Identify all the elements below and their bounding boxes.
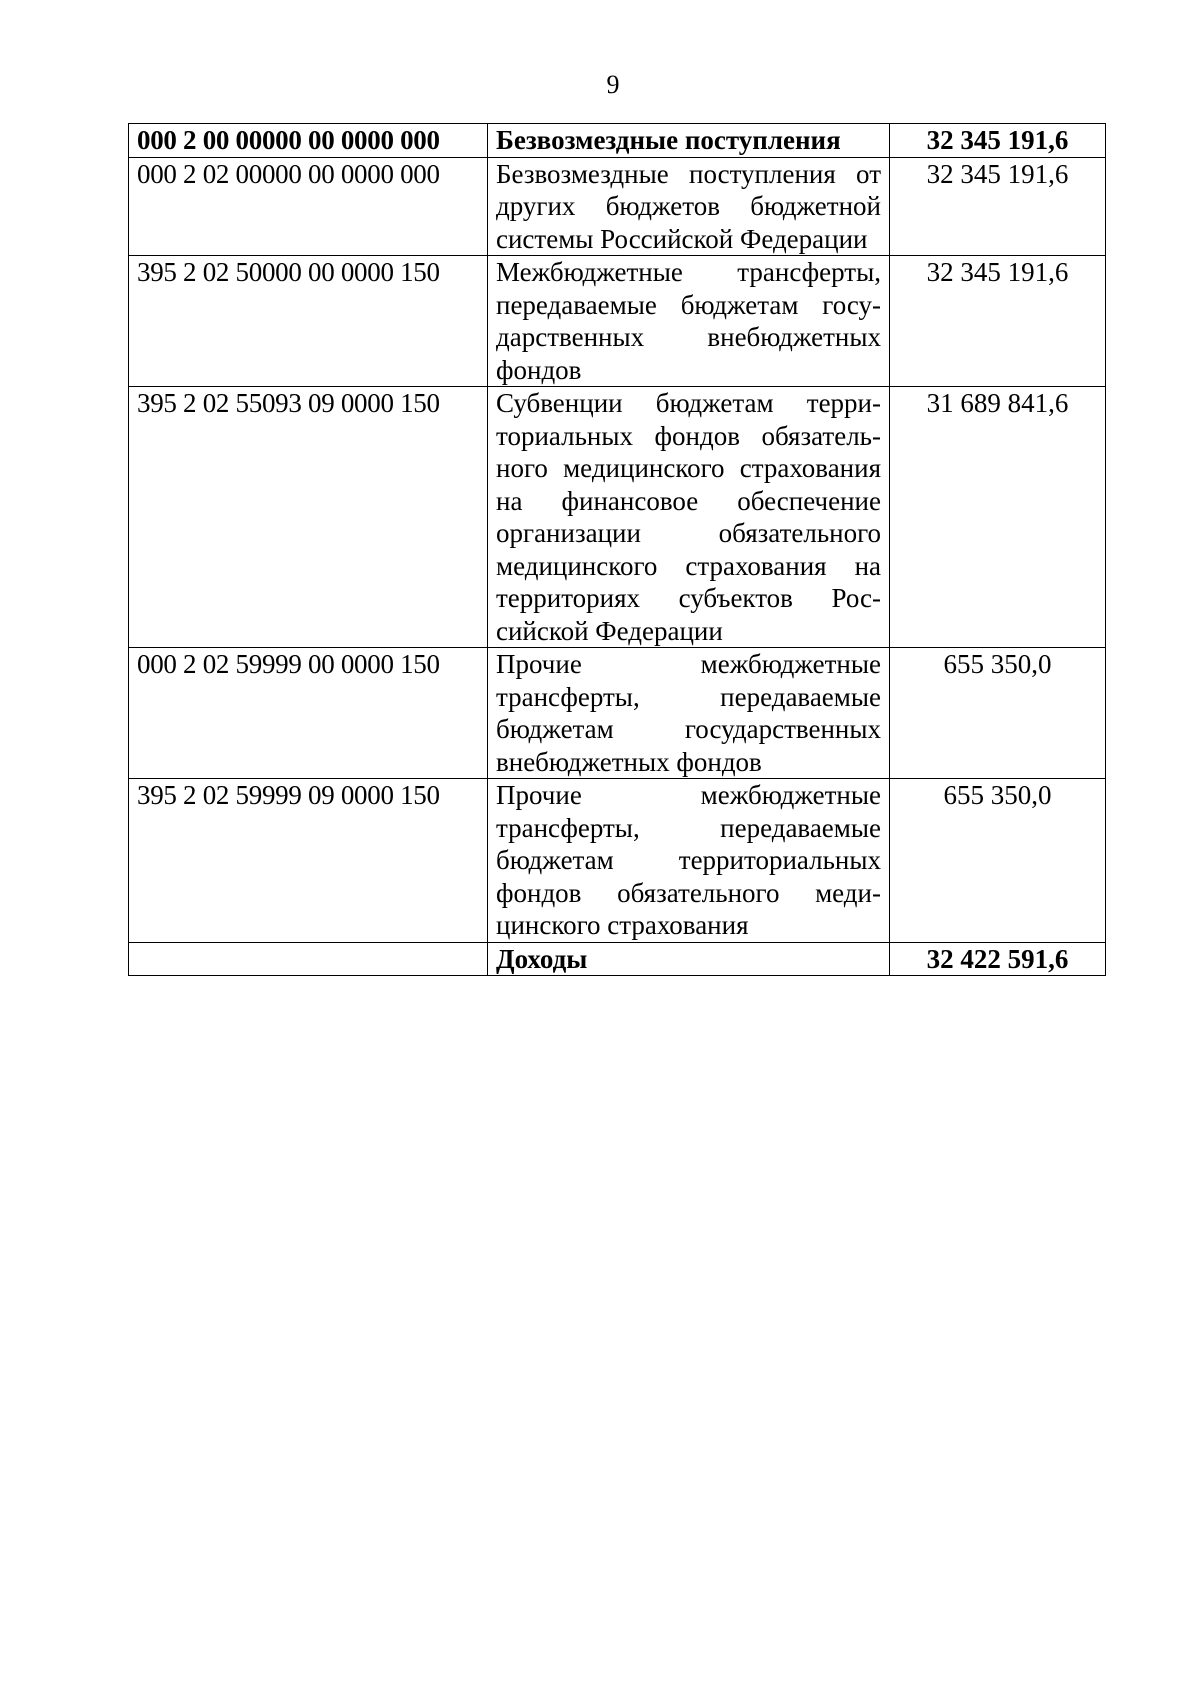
- revenue-table: [128, 123, 1106, 976]
- budget-code-cell: 000 2 00 00000 00 0000 000: [129, 124, 488, 158]
- table-row: [129, 648, 1106, 779]
- budget-code-cell: 000 2 02 59999 00 0000 150: [129, 648, 488, 779]
- table-row: [129, 157, 1106, 256]
- item-name-cell: Прочие межбюджетные трансферты, передаваемые бюджетам территориальных фондов обязательного медицинского страхования: [488, 779, 890, 943]
- table-row-gratuitous-receipts: [129, 124, 1106, 158]
- budget-code-cell: [129, 942, 488, 976]
- amount-cell: 32 345 191,6: [890, 157, 1106, 256]
- item-name-cell: Прочие межбюджетные трансферты, передаваемые бюджетам государственных внебюджетных фондов: [488, 648, 890, 779]
- budget-code-cell: 395 2 02 55093 09 0000 150: [129, 387, 488, 648]
- amount-cell: 32 422 591,6: [890, 942, 1106, 976]
- amount-cell: 32 345 191,6: [890, 256, 1106, 387]
- table-row: [129, 779, 1106, 943]
- budget-code-cell: 395 2 02 50000 00 0000 150: [129, 256, 488, 387]
- item-name-cell: Субвенции бюджетам территориальных фондов обязательного медицинского страхования на финансовое обеспечение организации обязательного медицинского страхования на территориях субъектов Российской Федерации: [488, 387, 890, 648]
- item-name-cell: Межбюджетные трансферты, передаваемые бюджетам государственных внебюджетных фондов: [488, 256, 890, 387]
- budget-code-cell: 000 2 02 00000 00 0000 000: [129, 157, 488, 256]
- amount-cell: 32 345 191,6: [890, 124, 1106, 158]
- amount-cell: 655 350,0: [890, 648, 1106, 779]
- item-name-cell: Безвозмездные поступления: [488, 124, 890, 158]
- budget-code-cell: 395 2 02 59999 09 0000 150: [129, 779, 488, 943]
- amount-cell: 655 350,0: [890, 779, 1106, 943]
- table-row: [129, 387, 1106, 648]
- table-row-total-revenue: [129, 942, 1106, 976]
- item-name-cell: Безвозмездные поступления от других бюджетов бюджетной системы Российской Федерации: [488, 157, 890, 256]
- page-number: 9: [606, 70, 620, 99]
- table-row: [129, 256, 1106, 387]
- amount-cell: 31 689 841,6: [890, 387, 1106, 648]
- item-name-cell: Доходы: [488, 942, 890, 976]
